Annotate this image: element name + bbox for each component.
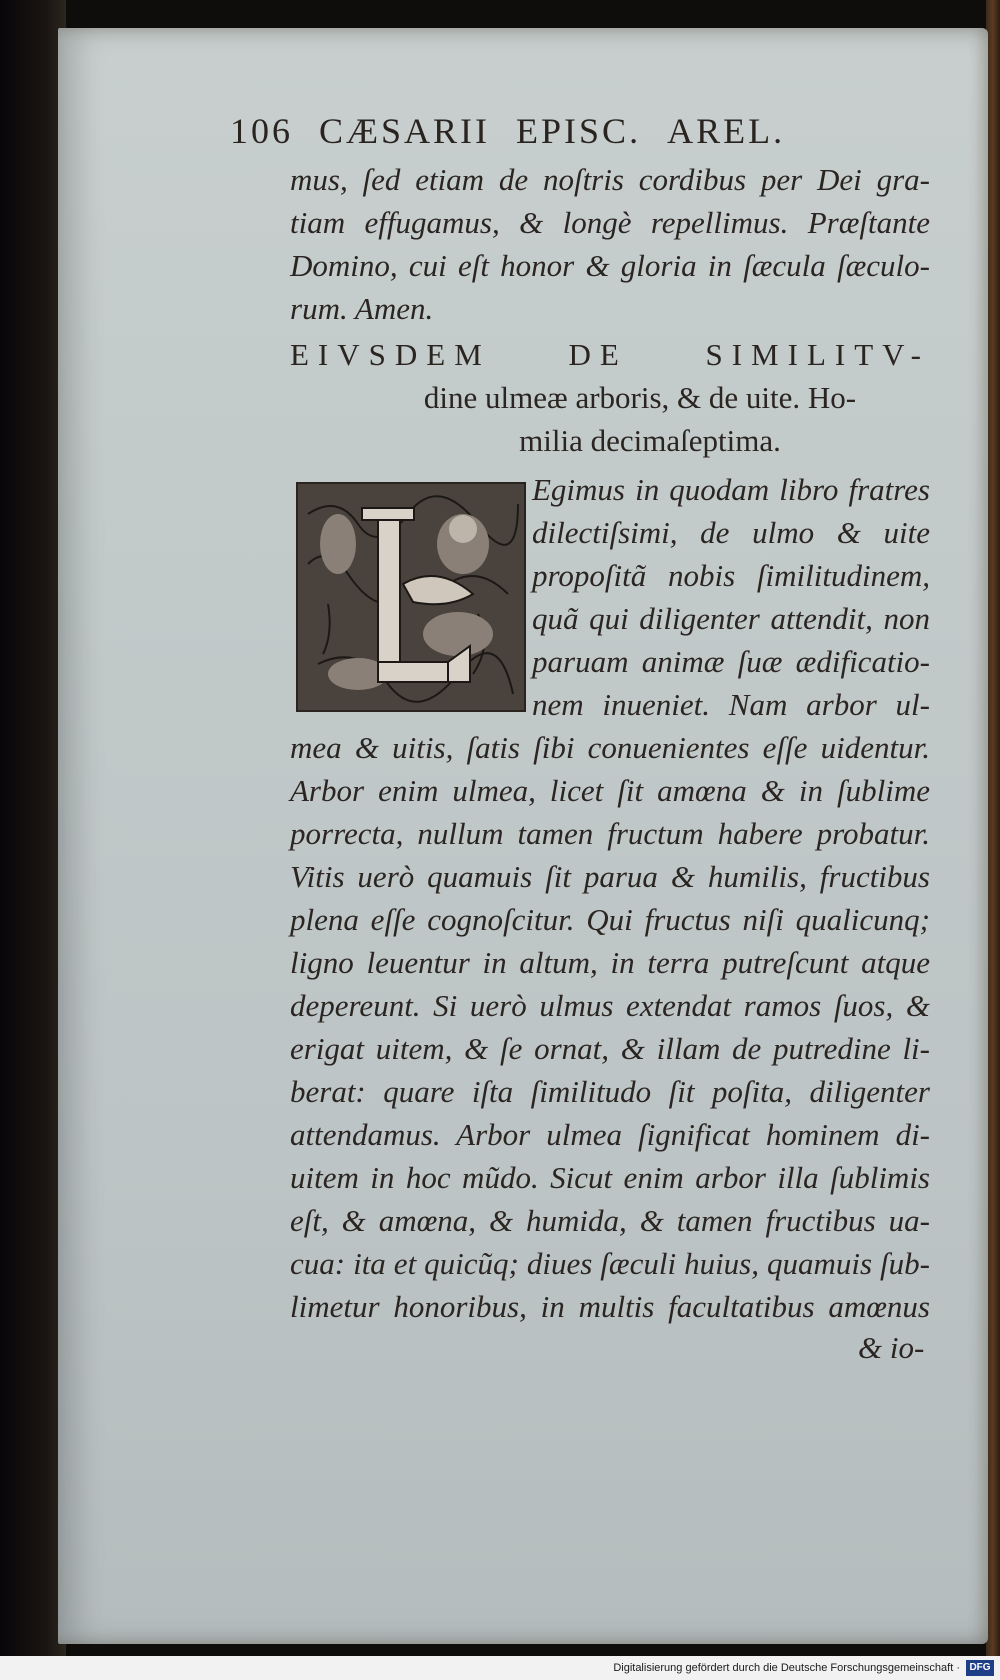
text-line: tiam effugamus, & longè repellimus. Præſtante bbox=[290, 205, 930, 240]
text-line: rum. Amen. bbox=[290, 291, 434, 326]
heading-line: dine ulmeæ arboris, & de uite. Ho- bbox=[423, 380, 857, 415]
text-line: dilectiſsimi, de ulmo & uite bbox=[532, 515, 930, 550]
text-line: mea & uitis, ſatis ſibi conuenientes eſſe uidentur. bbox=[290, 730, 930, 765]
running-title-word: AREL. bbox=[667, 111, 786, 151]
running-title-word: CÆSARII bbox=[319, 111, 491, 151]
opening-lines bbox=[532, 468, 930, 726]
catchword: & io- bbox=[858, 1330, 925, 1365]
footer-credit: Digitalisierung gefördert durch die Deutsche Forschungsgemeinschaft · bbox=[613, 1662, 960, 1674]
text-line: attendamus. Arbor ulmea ſignificat hominem di- bbox=[290, 1117, 930, 1152]
running-header bbox=[230, 110, 880, 152]
top-paragraph bbox=[290, 158, 930, 330]
page-fore-edge bbox=[986, 0, 1000, 1680]
running-title-word: EPISC. bbox=[516, 111, 642, 151]
text-line: Egimus in quodam libro fratres bbox=[532, 472, 930, 507]
text-line: cua: ita et quicũq; diues ſæculi huius, quamuis ſub- bbox=[290, 1246, 930, 1281]
text-line: uitem in hoc mũdo. Sicut enim arbor illa ſublimis bbox=[290, 1160, 930, 1195]
page-number: 106 bbox=[230, 111, 293, 151]
dfg-logo-icon: DFG bbox=[966, 1660, 994, 1676]
text-line: propoſitã nobis ſimilitudinem, bbox=[532, 558, 930, 593]
text-line: ligno leuentur in altum, in terra putreſcunt atque bbox=[290, 945, 930, 980]
text-line: Vitis uerò quamuis ſit parua & humilis, fructibus bbox=[290, 859, 930, 894]
text-line: berat: quare iſta ſimilitudo ſit poſita, diligenter bbox=[290, 1074, 930, 1109]
heading-line: milia decimaſeptima. bbox=[519, 423, 781, 458]
main-paragraph bbox=[290, 726, 930, 1328]
heading-line: EIVSDEM DE SIMILITV- bbox=[290, 337, 930, 372]
digitization-footer bbox=[0, 1656, 1000, 1680]
text-line: eſt, & amœna, & humida, & tamen fructibus ua- bbox=[290, 1203, 930, 1238]
text-line: quã qui diligenter attendit, non bbox=[532, 601, 930, 636]
text-line: porrecta, nullum tamen fructum habere probatur. bbox=[290, 816, 930, 851]
text-line: Domino, cui eſt honor & gloria in ſæcula ſæculo- bbox=[290, 248, 930, 283]
text-line: mus, ſed etiam de noſtris cordibus per Dei gra- bbox=[290, 162, 930, 197]
text-line: erigat uitem, & ſe ornat, & illam de putredine li- bbox=[290, 1031, 930, 1066]
text-line: limetur honoribus, in multis facultatibus amœnus bbox=[290, 1289, 930, 1324]
text-line: plena eſſe cognoſcitur. Qui fructus niſi qualicunq; bbox=[290, 902, 930, 937]
text-line: depereunt. Si uerò ulmus extendat ramos ſuos, & bbox=[290, 988, 930, 1023]
woodcut-initial-L-icon bbox=[296, 482, 526, 712]
text-line: paruam animæ ſuæ ædificatio- bbox=[532, 644, 930, 679]
text-line: Arbor enim ulmea, licet ſit amœna & in ſublime bbox=[290, 773, 930, 808]
text-line: nem inueniet. Nam arbor ul- bbox=[532, 687, 930, 722]
homily-heading bbox=[290, 333, 930, 462]
book-binding-edge bbox=[0, 0, 66, 1680]
